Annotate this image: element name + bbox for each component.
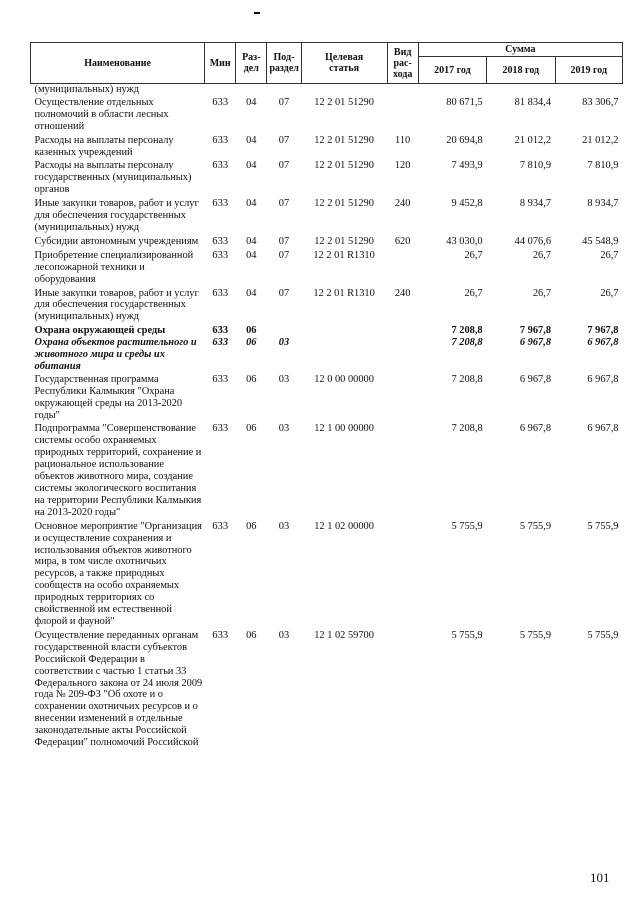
cell-v2017: 7 208,8 [451,423,483,435]
cell-cs: 12 2 01 51290 [314,198,374,210]
cell-rz: 04 [246,287,257,299]
cell-cs: 12 0 00 00000 [314,373,374,385]
cell-rz: 06 [246,337,257,349]
cell-rz [236,84,267,97]
cell-vr [387,337,418,374]
cell-v2017: 7 208,8 [451,373,483,385]
cell-min: 633 [212,134,229,146]
table-body [31,84,623,749]
cell-vr [387,250,418,288]
cell-v2019 [555,84,622,97]
cell-rz: 06 [246,373,257,385]
cell-name: (муниципальных) нужд [34,84,140,95]
cell-vr [387,374,418,424]
table-header [31,43,623,84]
cell-cs: 12 1 00 00000 [314,423,374,435]
cell-pr: 07 [278,160,290,172]
header-podrazdel: Под- раздел [267,43,301,84]
cell-name: Приобретение специализированной лесопожарной техники и оборудования [34,249,194,285]
cell-vr: 240 [394,287,411,299]
cell-pr: 03 [278,337,290,349]
table-row [31,84,623,97]
cell-v2018: 7 967,8 [519,325,552,337]
cell-v2018: 26,7 [532,287,552,299]
table-row [31,521,623,630]
cell-name: Иные закупки товаров, работ и услуг для обеспечения государственных (муниципальных) нужд [34,287,199,323]
header-name: Наименование [31,43,205,84]
table-row [31,325,623,337]
cell-v2018: 5 755,9 [519,520,552,532]
table-row [31,374,623,424]
cell-v2018: 21 012,2 [514,134,552,146]
cell-pr: 07 [278,249,290,261]
cell-vr [387,325,418,337]
cell-v2017: 43 030,0 [446,235,483,247]
cell-v2019: 6 967,8 [587,373,619,385]
cell-name: Подпрограмма "Совершенствование системы особо охраняемых природных территорий, сохранение и рациональное использование объектов животного мира, создание системы экологического воспитания на территории Республики Калмыкия на 2013-2020 годы" [34,423,202,518]
cell-name: Расходы на выплаты персоналу государственных (муниципальных) органов [34,160,192,196]
cell-v2018: 6 967,8 [519,423,552,435]
cell-pr: 03 [278,423,290,435]
cell-pr [267,84,301,97]
cell-min: 633 [212,337,229,349]
cell-v2017: 5 755,9 [451,629,483,641]
cell-v2018: 6 967,8 [519,337,552,349]
cell-v2019: 6 967,8 [587,337,619,349]
cell-v2019: 5 755,9 [587,520,619,532]
cell-v2018 [487,84,555,97]
cell-vr: 120 [394,160,411,172]
cell-v2018: 8 934,7 [519,198,552,210]
cell-cs: 12 1 02 00000 [314,520,374,532]
cell-v2019: 7 967,8 [587,325,619,337]
cell-vr [387,423,418,520]
cell-rz: 04 [246,160,257,172]
header-min: Мин [205,43,236,84]
cell-v2017: 7 493,9 [451,160,483,172]
cell-v2018: 26,7 [532,249,552,261]
cell-name: Субсидии автономным учреждениям [34,235,199,247]
header-2017: 2017 год [418,57,486,84]
cell-name: Расходы на выплаты персоналу казенных учреждений [34,134,174,158]
table-row [31,288,623,326]
cell-pr: 03 [278,373,290,385]
cell-name: Охрана окружающей среды [34,325,166,337]
cell-name: Охрана объектов растительного и животного мира и среды их обитания [34,337,197,372]
cell-cs: 12 2 01 R1310 [313,287,375,299]
cell-cs: 12 2 01 R1310 [313,249,375,261]
table-row [31,97,623,135]
cell-pr: 07 [278,198,290,210]
table-row [31,630,623,749]
table-row [31,236,623,250]
cell-min [205,84,236,97]
cell-min: 633 [212,287,229,299]
cell-name: Иные закупки товаров, работ и услуг для обеспечения государственных (муниципальных) нужд [34,198,199,233]
cell-pr [267,325,301,337]
cell-v2018: 81 834,4 [514,96,552,108]
header-2018: 2018 год [487,57,555,84]
cell-min: 633 [212,423,229,435]
cell-rz: 06 [246,520,257,532]
header-razdel: Раз- дел [236,43,267,84]
cell-cs: 12 2 01 51290 [314,96,374,108]
cell-min: 633 [212,249,229,261]
cell-v2019: 21 012,2 [582,134,619,146]
cell-v2019: 45 548,9 [582,235,619,247]
cell-name: Осуществление отдельных полномочий в области лесных отношений [34,96,169,132]
cell-v2018: 6 967,8 [519,373,552,385]
cell-pr: 03 [278,629,290,641]
header-2019: 2019 год [555,57,622,84]
cell-v2017: 7 208,8 [451,337,483,349]
cell-name: Осуществление переданных органам государственной власти субъектов Российской Федерации в соответствии с частью 1 статьи 33 Федерального закона от 24 июля 2009 года № 209-ФЗ "Об охоте и о сохранении охотничьих ресурсов и о внесении изменений в отдельные законодательные акты Российской Федерации" полномочий Российской [34,629,203,749]
cell-cs: 12 1 02 59700 [314,629,374,641]
cell-vr: 240 [394,198,411,210]
cell-v2017: 26,7 [464,287,483,299]
cell-vr [387,84,418,97]
cell-vr [387,630,418,749]
cell-v2017 [418,84,486,97]
cell-vr: 110 [395,134,411,146]
cell-rz: 04 [246,198,257,210]
cell-pr: 07 [278,287,290,299]
page-number: 101 [590,870,610,885]
header-vid: Вид рас- хода [387,43,418,84]
cell-v2018: 44 076,6 [514,235,552,247]
cell-min: 633 [212,198,229,210]
cell-v2018: 5 755,9 [519,629,552,641]
cell-cs: 12 2 01 51290 [314,134,374,146]
table-row [31,198,623,236]
table-row [31,337,623,374]
cell-pr: 07 [278,235,290,247]
cell-v2017: 7 208,8 [451,325,483,337]
cell-rz: 06 [246,423,257,435]
table-row [31,160,623,198]
cell-rz: 04 [246,134,257,146]
cell-v2019: 5 755,9 [587,629,619,641]
cell-cs [301,337,387,374]
cell-rz: 04 [246,96,257,108]
cell-cs [301,84,387,97]
cell-min: 633 [212,96,229,108]
cell-min: 633 [212,373,229,385]
cell-v2019: 6 967,8 [587,423,619,435]
cell-v2019: 8 934,7 [587,198,619,210]
cell-min: 633 [212,325,229,337]
cell-min: 633 [212,520,229,532]
cell-v2018: 7 810,9 [519,160,552,172]
cell-min: 633 [212,160,229,172]
cell-cs: 12 2 01 51290 [314,235,374,247]
cell-vr [387,97,418,135]
cell-v2017: 5 755,9 [451,520,483,532]
cell-cs: 12 2 01 51290 [314,160,374,172]
cell-v2017: 20 694,8 [446,134,483,146]
cell-name: Государственная программа Республики Калмыкия "Охрана окружающей среды на 2013-2020 годы" [34,373,183,421]
cell-rz: 04 [246,249,257,261]
table-row [31,423,623,520]
table-row [31,135,623,161]
cell-v2019: 26,7 [600,287,619,299]
cell-pr: 07 [278,96,290,108]
cell-v2019: 26,7 [600,249,619,261]
cell-min: 633 [212,629,229,641]
cell-v2017: 9 452,8 [451,198,483,210]
top-dash-mark [254,12,260,14]
table-row [31,250,623,288]
cell-v2017: 80 671,5 [446,96,483,108]
cell-min: 633 [212,235,229,247]
cell-v2017: 26,7 [464,249,483,261]
cell-rz: 06 [246,325,257,337]
cell-vr [387,521,418,630]
cell-v2019: 83 306,7 [582,96,619,108]
cell-vr: 620 [394,235,411,247]
header-target: Целевая статья [301,43,387,84]
cell-pr: 03 [278,520,290,532]
cell-cs [301,325,387,337]
budget-table [30,42,623,749]
header-sum: Сумма [418,43,622,57]
cell-rz: 06 [246,629,257,641]
cell-name: Основное мероприятие "Организация и осуществление сохранения и использования объектов животного мира, в том числе охотничьих ресурсов, а также природных сообществ на особо охраняемых природных территориях со свойственной им естественной флорой и фауной" [34,520,202,627]
cell-v2019: 7 810,9 [587,160,619,172]
cell-pr: 07 [278,134,290,146]
cell-rz: 04 [246,235,257,247]
